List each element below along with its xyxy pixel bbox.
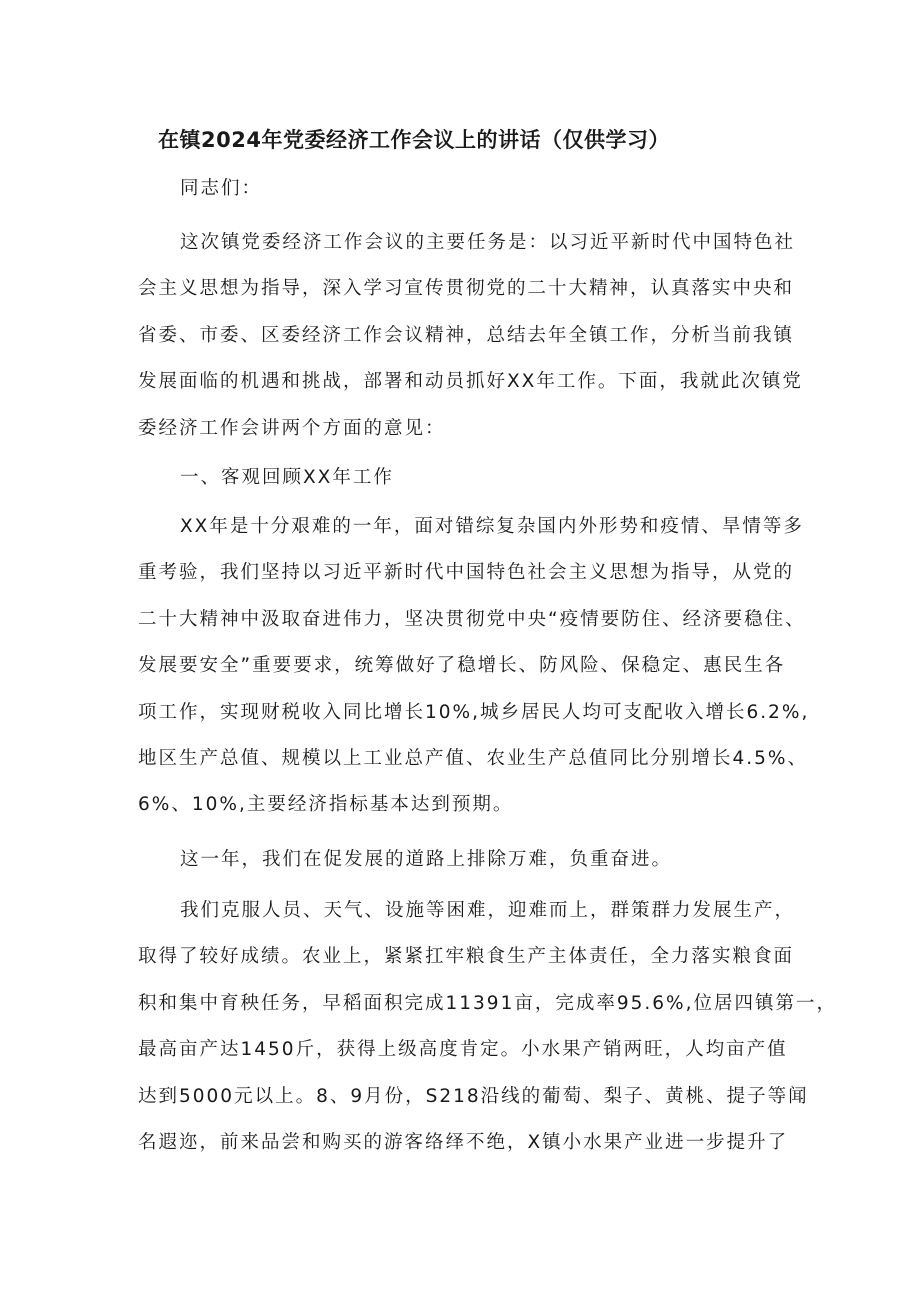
paragraph-line: 这一年，我们在促发展的道路上排除万难，负重奋进。	[180, 849, 673, 870]
paragraph-line: 名遐迩，前来品尝和购买的游客络绎不绝，X镇小水果产业进一步提升了	[138, 1132, 789, 1154]
paragraph-line: 积和集中育秧任务，早稻面积完成11391亩，完成率95.6%,位居四镇第一，	[138, 992, 838, 1014]
paragraph-line: 委经济工作会讲两个方面的意见：	[138, 417, 446, 439]
paragraph-line: 我们克服人员、天气、设施等困难，迎难而上，群策群力发展生产，	[180, 900, 796, 921]
paragraph-review	[138, 504, 810, 829]
paragraph-agriculture	[138, 888, 838, 1166]
paragraph-line: 6%、10%,主要经济指标基本达到预期。	[138, 794, 514, 816]
paragraph-summary	[138, 837, 798, 883]
salutation	[138, 166, 798, 212]
paragraph-line: 项工作，实现财税收入同比增长10%,城乡居民人均可支配收入增长6.2%,	[138, 701, 810, 723]
salutation-text: 同志们：	[180, 178, 263, 199]
paragraph-intro	[138, 220, 803, 452]
paragraph-line: XX年是十分艰难的一年，面对错综复杂国内外形势和疫情、旱情等多	[180, 516, 804, 537]
paragraph-line: 会主义思想为指导，深入学习宣传贯彻党的二十大精神，认真落实中央和	[138, 278, 795, 300]
paragraph-line: 这次镇党委经济工作会议的主要任务是：以习近平新时代中国特色社	[180, 232, 796, 253]
paragraph-line: 发展要安全”重要要求，统筹做好了稳增长、防风险、保稳定、惠民生各	[138, 655, 786, 677]
paragraph-line: 发展面临的机遇和挑战，部署和动员抓好XX年工作。下面，我就此次镇党	[138, 371, 803, 393]
section-heading-text: 一、客观回顾XX年工作	[180, 467, 394, 488]
document-title: 在镇2024年党委经济工作会议上的讲话（仅供学习）	[158, 128, 670, 152]
paragraph-line: 取得了较好成绩。农业上，紧紧扛牢粮食生产主体责任，全力落实粮食面	[138, 946, 795, 968]
paragraph-line: 地区生产总值、规模以上工业总产值、农业生产总值同比分别增长4.5%、	[138, 748, 809, 770]
paragraph-line: 最高亩产达1450斤，获得上级高度肯定。小水果产销两旺，人均亩产值	[138, 1039, 788, 1061]
paragraph-line: 二十大精神中汲取奋进伟力，坚决贯彻党中央“疫情要防住、经济要稳住、	[138, 608, 806, 630]
paragraph-line: 达到5000元以上。8、9月份，S218沿线的葡萄、梨子、黄桃、提子等闻	[138, 1085, 809, 1107]
section-heading	[138, 455, 798, 501]
paragraph-line: 省委、市委、区委经济工作会议精神，总结去年全镇工作，分析当前我镇	[138, 324, 795, 346]
paragraph-line: 重考验，我们坚持以习近平新时代中国特色社会主义思想为指导，从党的	[138, 562, 795, 584]
